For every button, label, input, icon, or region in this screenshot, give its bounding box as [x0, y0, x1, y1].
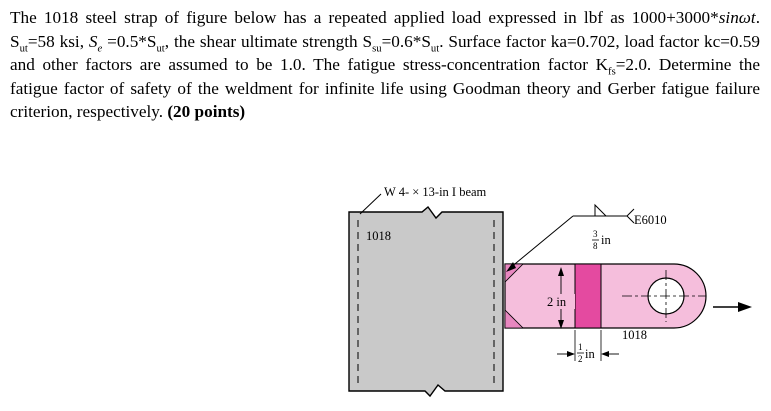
beam-label: W 4- × 13-in I beam	[384, 185, 487, 199]
weld-tail	[627, 209, 634, 223]
load-arrowhead	[738, 302, 752, 312]
beam-material-label: 1018	[366, 229, 391, 243]
thickness-numerator: 1	[578, 342, 583, 352]
sine-term: sinωt	[718, 8, 756, 27]
problem-paragraph: The 1018 steel strap of figure below has a repeated applied load expressed in lbf as 1000+3000*sinωt. $S_{ut}=58$ ksi, $S_e =0.5*S_{ut}$, the shear ultimate strength $S_{su}=0.6*S_{ut}$. Surface factor ka=0.702, load factor kc=0.59 and other factors are assumed to be 1.0. The fatigue stress-concentration factor $K_{fs}=2.0$. Determine the fatigue factor of safety of the weldment for infinite life using Goodman theory and Gerber fatigue failure criterion, respectively. (20 points)	[10, 8, 760, 121]
thickness-arrowhead-right	[601, 351, 609, 357]
weld-size-unit: in	[601, 233, 611, 247]
thickness-denominator: 2	[578, 354, 583, 364]
points-label: (20 points)	[167, 102, 246, 121]
strap-material-label: 1018	[622, 328, 647, 342]
fillet-weld-symbol	[595, 205, 606, 216]
beam-leader	[360, 194, 381, 214]
weld-leader	[510, 216, 573, 268]
endurance-symbol: $S_e$	[88, 31, 103, 54]
weld-size-denominator: 8	[593, 241, 598, 251]
electrode-label: E6010	[634, 213, 667, 227]
thickness-arrowhead-left	[567, 351, 575, 357]
strap-weld-zone	[575, 264, 601, 328]
weld-size-numerator: 3	[593, 229, 598, 239]
height-dimension-label: 2 in	[547, 295, 567, 309]
thickness-unit: in	[585, 347, 595, 361]
